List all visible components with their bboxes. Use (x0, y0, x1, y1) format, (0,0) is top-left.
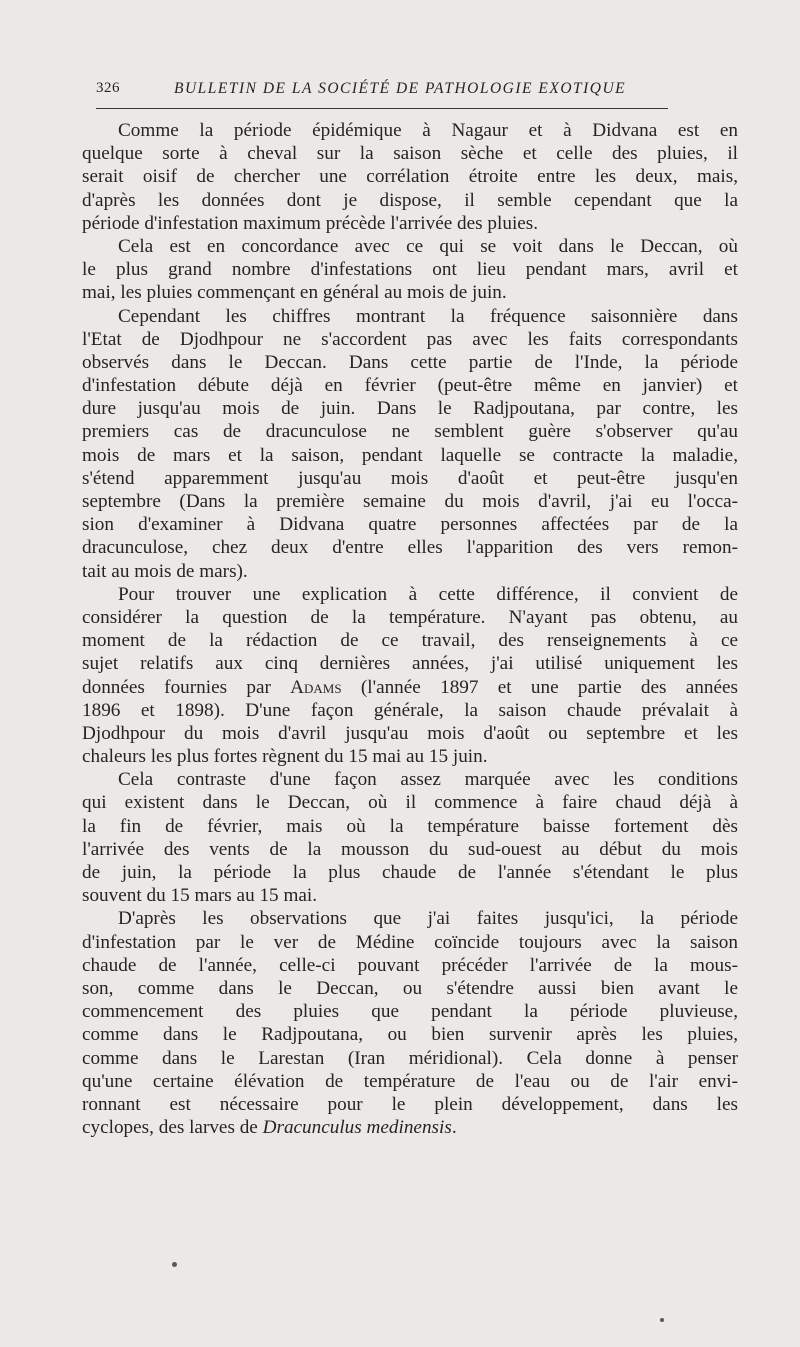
text-line: Pour trouver une explication à cette différence, il convient de (118, 583, 738, 605)
text-line: chaude de l'année, celle-ci pouvant précéder l'arrivée de la mous- (82, 954, 738, 976)
text-line: Djodhpour du mois d'avril jusqu'au mois d'août ou septembre et les (82, 722, 738, 744)
text-line: dure jusqu'au mois de juin. Dans le Radjpoutana, par contre, les (82, 398, 738, 420)
header-rule (96, 108, 668, 109)
text-line: mois de mars et la saison, pendant laquelle se contracte la maladie, (82, 444, 738, 466)
text-line: commencement des pluies que pendant la période pluvieuse, (82, 1001, 738, 1023)
text-line: considérer la question de la température. N'ayant pas obtenu, au (82, 606, 738, 628)
text-line: sujet relatifs aux cinq dernières années, j'ai utilisé uniquement les (82, 653, 738, 675)
text-line: 1896 et 1898). D'une façon générale, la saison chaude prévalait à (82, 699, 738, 721)
print-speck (172, 1262, 177, 1267)
text-line: l'Etat de Djodhpour ne s'accordent pas avec les faits correspondants (82, 328, 738, 350)
text-line (82, 676, 738, 699)
text-line: Cependant les chiffres montrant la fréquence saisonnière dans (118, 305, 738, 327)
text-line: d'après les données dont je dispose, il semble cependant que la (82, 189, 738, 211)
text-line: la fin de février, mais où la température baisse fortement dès (82, 815, 738, 837)
author-name-adams: Adams (290, 676, 342, 698)
article-body (82, 119, 738, 1139)
text-line: période d'infestation maximum précède l'arrivée des pluies. (82, 212, 539, 234)
text-run: (l'année 1897 et une partie des années (341, 676, 738, 698)
text-line: qu'une certaine élévation de température de l'eau ou de l'air envi- (82, 1070, 738, 1092)
text-line: mai, les pluies commençant en général au mois de juin. (82, 282, 507, 304)
text-line: observés dans le Deccan. Dans cette partie de l'Inde, la période (82, 351, 738, 373)
text-line: Cela contraste d'une façon assez marquée avec les conditions (118, 769, 738, 791)
text-line: septembre (Dans la première semaine du mois d'avril, j'ai eu l'occa- (82, 491, 738, 512)
text-line: Comme la période épidémique à Nagaur et à Didvana est en (118, 120, 738, 141)
text-line: son, comme dans le Deccan, ou s'étendre aussi bien avant le (82, 977, 738, 999)
text-line: de juin, la période la plus chaude de l'année s'étendant le plus (82, 862, 738, 883)
text-line: d'infestation par le ver de Médine coïncide toujours avec la saison (82, 931, 738, 953)
text-line: comme dans le Radjpoutana, ou bien survenir après les pluies, (82, 1024, 738, 1046)
text-line: ronnant est nécessaire pour le plein développement, dans les (82, 1093, 738, 1115)
species-name: Dracunculus medinensis (262, 1117, 452, 1139)
text-line: D'après les observations que j'ai faites jusqu'ici, la période (118, 908, 738, 930)
text-line: s'étend apparemment jusqu'au mois d'août et peut-être jusqu'en (82, 467, 738, 489)
text-line: serait oisif de chercher une corrélation étroite entre les deux, mais, (82, 166, 738, 188)
text-run: données fournies par (82, 676, 291, 698)
text-line: qui existent dans le Deccan, où il commence à faire chaud déjà à (82, 792, 738, 814)
text-line: souvent du 15 mars au 15 mai. (82, 885, 318, 907)
text-line: sion d'examiner à Didvana quatre personnes affectées par de la (82, 514, 738, 536)
text-line: l'arrivée des vents de la mousson du sud-ouest au début du mois (82, 838, 738, 860)
text-line: moment de la rédaction de ce travail, des renseignements à ce (82, 630, 738, 652)
text-line (82, 1116, 738, 1139)
text-line: d'infestation débute déjà en février (peut-être même en janvier) et (82, 375, 738, 397)
text-line: comme dans le Larestan (Iran méridional). Cela donne à penser (82, 1047, 738, 1069)
text-line: le plus grand nombre d'infestations ont lieu pendant mars, avril et (82, 259, 738, 281)
text-run: cyclopes, des larves de (82, 1117, 263, 1139)
print-speck (660, 1318, 664, 1322)
text-line: chaleurs les plus fortes règnent du 15 mai au 15 juin. (82, 746, 488, 768)
text-line: tait au mois de mars). (82, 560, 248, 582)
text-line: quelque sorte à cheval sur la saison sèche et celle des pluies, il (82, 143, 738, 165)
running-head (96, 80, 670, 104)
text-line: Cela est en concordance avec ce qui se voit dans le Deccan, où (118, 235, 738, 257)
text-line: premiers cas de dracunculose ne semblent guère s'observer qu'au (82, 421, 738, 443)
text-run: . (451, 1117, 457, 1139)
journal-title: BULLETIN DE LA SOCIÉTÉ DE PATHOLOGIE EXOTIQUE (174, 80, 627, 97)
page-number: 326 (96, 80, 120, 96)
text-line: dracunculose, chez deux d'entre elles l'apparition des vers remon- (82, 537, 738, 559)
